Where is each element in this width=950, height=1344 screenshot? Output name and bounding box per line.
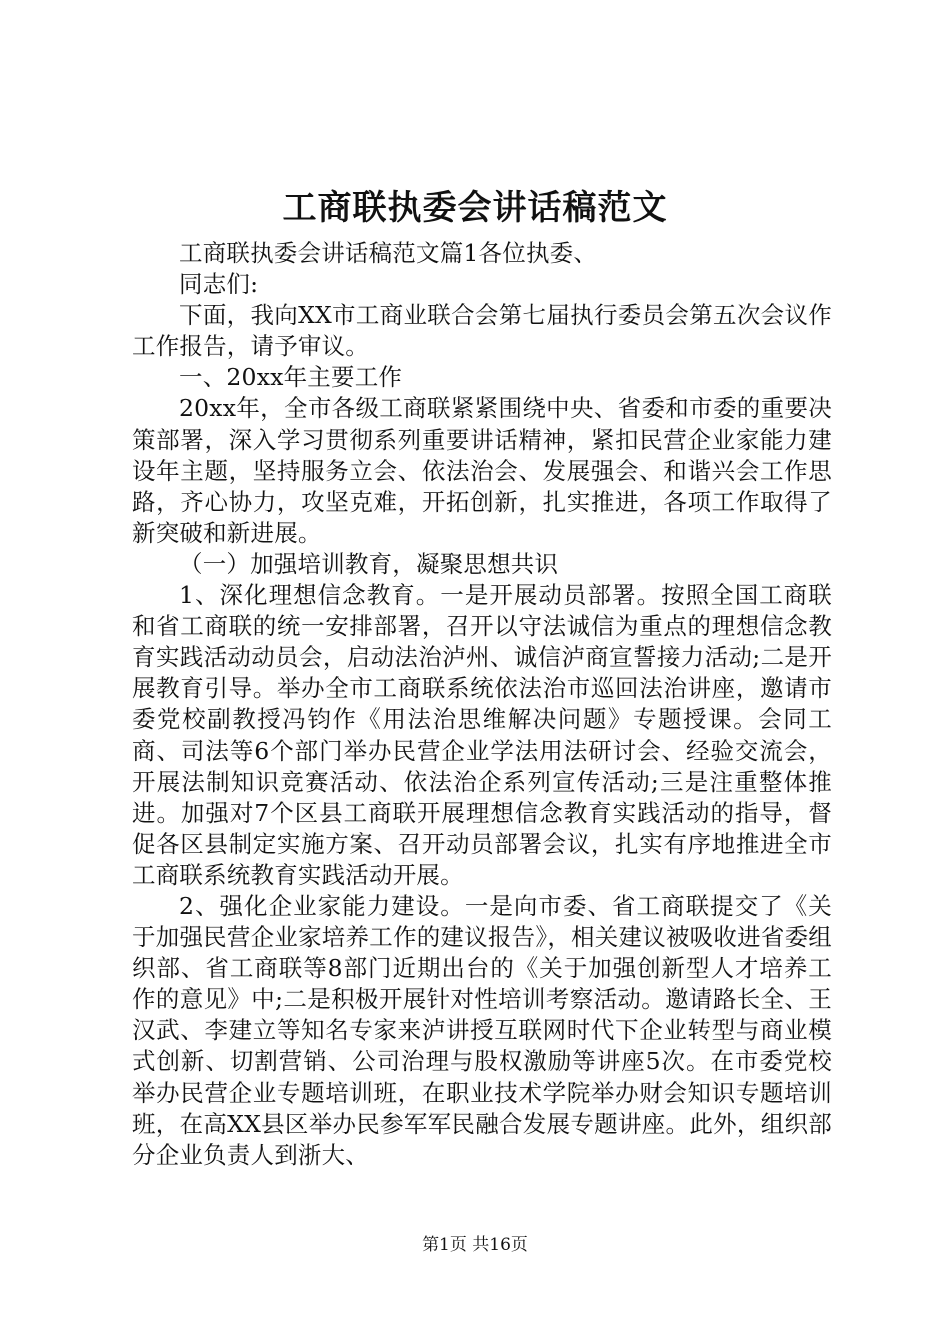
- document-body: [132, 238, 832, 1171]
- paragraph-item-2: 2、强化企业家能力建设。一是向市委、省工商联提交了《关于加强民营企业家培养工作的建议报告》，相关建议被吸收进省委组织部、省工商联等8部门近期出台的《关于加强创新型人才培养工作的意见》中;二是积极开展针对性培训考察活动。邀请路长全、王汉武、李建立等知名专家来泸讲授互联网时代下企业转型与商业模式创新、切割营销、公司治理与股权激励等讲座5次。在市委党校举办民营企业专题培训班，在职业技术学院举办财会知识专题培训班，在高XX县区举办民参军军民融合发展专题讲座。此外，组织部分企业负责人到浙大、: [132, 891, 832, 1169]
- document-title: 工商联执委会讲话稿范文: [282, 188, 668, 228]
- page-number-footer: 第1页 共16页: [422, 1235, 528, 1255]
- paragraph-opening: 下面，我向XX市工商业联合会第七届执行委员会第五次会议作工作报告，请予审议。: [132, 301, 832, 361]
- paragraph-item-1: 1、深化理想信念教育。一是开展动员部署。按照全国工商联和省工商联的统一安排部署，召开以守法诚信为重点的理想信念教育实践活动动员会，启动法治泸州、诚信泸商宣誓接力活动;二是开展教育引导。举办全市工商联系统依法治市巡回法治讲座，邀请市委党校副教授冯钧作《用法治思维解决问题》专题授课。会同工商、司法等6个部门举办民营企业学法用法研讨会、经验交流会，开展法制知识竞赛活动、依法治企系列宣传活动;三是注重整体推进。加强对7个区县工商联开展理想信念教育实践活动的指导，督促各区县制定实施方案、召开动员部署会议，扎实有序地推进全市工商联系统教育实践活动开展。: [132, 581, 832, 889]
- paragraph-summary: 20xx年，全市各级工商联紧紧围绕中央、省委和市委的重要决策部署，深入学习贯彻系列重要讲话精神，紧扣民营企业家能力建设年主题，坚持服务立会、依法治会、发展强会、和谐兴会工作思路，齐心协力，攻坚克难，开拓创新，扎实推进，各项工作取得了新突破和新进展。: [132, 394, 832, 547]
- paragraph-greeting: 同志们:: [179, 270, 259, 299]
- section-heading: 一、20xx年主要工作: [179, 363, 403, 392]
- subsection-heading: （一）加强培训教育，凝聚思想共识: [179, 549, 559, 578]
- paragraph-intro: 工商联执委会讲话稿范文篇1各位执委、: [179, 239, 598, 267]
